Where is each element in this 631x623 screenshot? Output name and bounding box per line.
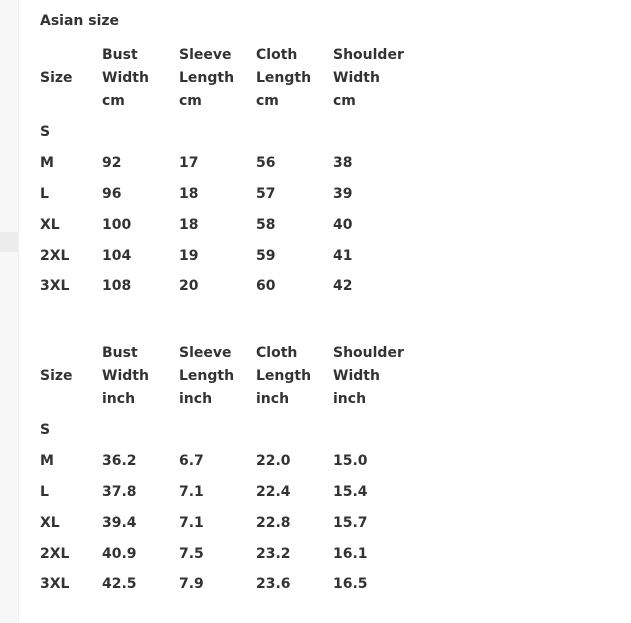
header-line: Length bbox=[179, 70, 235, 86]
header-sleeve-length bbox=[179, 42, 256, 117]
table-row bbox=[40, 179, 423, 210]
header-shoulder-width bbox=[333, 42, 423, 117]
table-row bbox=[40, 148, 423, 179]
cell-sleeve: 7.5 bbox=[179, 545, 204, 562]
cell-cloth: 56 bbox=[256, 155, 276, 172]
table-row bbox=[40, 538, 423, 569]
header-bust-width bbox=[102, 42, 179, 117]
cell-sleeve: 7.1 bbox=[179, 483, 204, 500]
cell-sleeve bbox=[179, 415, 256, 446]
size-table-inch bbox=[40, 340, 423, 600]
cell-size: L bbox=[40, 483, 49, 500]
cell-sleeve: 17 bbox=[179, 155, 199, 172]
cell-bust: 37.8 bbox=[102, 483, 137, 500]
cell-bust: 92 bbox=[102, 155, 122, 172]
table-row bbox=[40, 240, 423, 271]
cell-shoulder bbox=[333, 117, 423, 148]
header-line: Length bbox=[256, 368, 312, 384]
cell-bust bbox=[102, 415, 179, 446]
margin-marker bbox=[0, 232, 18, 252]
cell-shoulder: 15.0 bbox=[333, 453, 368, 470]
cell-cloth: 23.2 bbox=[256, 545, 291, 562]
header-line: Bust bbox=[102, 47, 138, 63]
cell-size: 3XL bbox=[40, 576, 70, 593]
cell-size: 2XL bbox=[40, 247, 70, 264]
cell-shoulder: 39 bbox=[333, 185, 353, 202]
cell-cloth: 57 bbox=[256, 185, 276, 202]
table-row bbox=[40, 415, 423, 446]
table-header-row bbox=[40, 42, 423, 117]
header-cloth-length bbox=[256, 340, 333, 415]
cell-sleeve: 6.7 bbox=[179, 453, 204, 470]
table-row bbox=[40, 271, 423, 302]
cell-shoulder: 38 bbox=[333, 155, 353, 172]
cell-shoulder: 15.4 bbox=[333, 483, 368, 500]
cell-bust bbox=[102, 117, 179, 148]
cell-bust: 96 bbox=[102, 185, 122, 202]
table-row bbox=[40, 507, 423, 538]
cell-cloth: 22.8 bbox=[256, 514, 291, 531]
header-unit: inch bbox=[179, 391, 213, 407]
header-sleeve-length bbox=[179, 340, 256, 415]
cell-sleeve: 18 bbox=[179, 216, 199, 233]
cell-bust: 36.2 bbox=[102, 453, 137, 470]
table-row bbox=[40, 477, 423, 508]
table-row bbox=[40, 209, 423, 240]
cell-sleeve: 19 bbox=[179, 247, 199, 264]
cell-size: XL bbox=[40, 514, 60, 531]
cell-sleeve: 18 bbox=[179, 185, 199, 202]
header-line: Cloth bbox=[256, 345, 298, 361]
cell-size: S bbox=[40, 124, 51, 141]
left-margin-strip bbox=[0, 0, 19, 623]
header-unit: cm bbox=[256, 93, 279, 109]
table-row bbox=[40, 569, 423, 600]
header-cloth-length bbox=[256, 42, 333, 117]
header-unit: cm bbox=[179, 93, 202, 109]
header-line: Shoulder bbox=[333, 47, 404, 63]
header-line: Width bbox=[333, 368, 380, 384]
cell-size: 3XL bbox=[40, 278, 70, 295]
header-size: Size bbox=[40, 70, 73, 86]
header-shoulder-width bbox=[333, 340, 423, 415]
cell-bust: 100 bbox=[102, 216, 132, 233]
table-row bbox=[40, 117, 423, 148]
cell-cloth: 22.4 bbox=[256, 483, 291, 500]
cell-shoulder: 16.1 bbox=[333, 545, 368, 562]
page-title: Asian size bbox=[40, 13, 120, 29]
cell-cloth: 58 bbox=[256, 216, 276, 233]
cell-shoulder: 15.7 bbox=[333, 514, 368, 531]
cell-bust: 39.4 bbox=[102, 514, 137, 531]
header-line: Width bbox=[102, 368, 149, 384]
cell-bust: 40.9 bbox=[102, 545, 137, 562]
header-unit: inch bbox=[102, 391, 136, 407]
cell-sleeve bbox=[179, 117, 256, 148]
header-unit: cm bbox=[333, 93, 356, 109]
header-unit: inch bbox=[256, 391, 290, 407]
cell-cloth: 60 bbox=[256, 278, 276, 295]
cell-size: XL bbox=[40, 216, 60, 233]
cell-cloth: 23.6 bbox=[256, 576, 291, 593]
cell-cloth bbox=[256, 117, 333, 148]
cell-cloth: 59 bbox=[256, 247, 276, 264]
cell-size: M bbox=[40, 155, 54, 172]
header-line: Length bbox=[179, 368, 235, 384]
cell-shoulder: 42 bbox=[333, 278, 353, 295]
table-header-row bbox=[40, 340, 423, 415]
cell-shoulder: 40 bbox=[333, 216, 353, 233]
cell-size: M bbox=[40, 453, 54, 470]
header-line: Shoulder bbox=[333, 345, 404, 361]
cell-bust: 104 bbox=[102, 247, 132, 264]
size-table-cm bbox=[40, 42, 423, 302]
table-row bbox=[40, 446, 423, 477]
header-unit: cm bbox=[102, 93, 125, 109]
header-line: Sleeve bbox=[179, 345, 232, 361]
cell-size: 2XL bbox=[40, 545, 70, 562]
header-line: Length bbox=[256, 70, 312, 86]
header-bust-width bbox=[102, 340, 179, 415]
cell-cloth bbox=[256, 415, 333, 446]
header-size: Size bbox=[40, 368, 73, 384]
header-line: Width bbox=[102, 70, 149, 86]
cell-shoulder bbox=[333, 415, 423, 446]
cell-sleeve: 7.9 bbox=[179, 576, 204, 593]
cell-shoulder: 41 bbox=[333, 247, 353, 264]
header-line: Bust bbox=[102, 345, 138, 361]
header-line: Cloth bbox=[256, 47, 298, 63]
cell-shoulder: 16.5 bbox=[333, 576, 368, 593]
cell-cloth: 22.0 bbox=[256, 453, 291, 470]
header-line: Sleeve bbox=[179, 47, 232, 63]
cell-bust: 108 bbox=[102, 278, 132, 295]
cell-sleeve: 7.1 bbox=[179, 514, 204, 531]
cell-bust: 42.5 bbox=[102, 576, 137, 593]
cell-size: L bbox=[40, 185, 49, 202]
header-line: Width bbox=[333, 70, 380, 86]
cell-sleeve: 20 bbox=[179, 278, 199, 295]
cell-size: S bbox=[40, 422, 51, 439]
header-unit: inch bbox=[333, 391, 367, 407]
